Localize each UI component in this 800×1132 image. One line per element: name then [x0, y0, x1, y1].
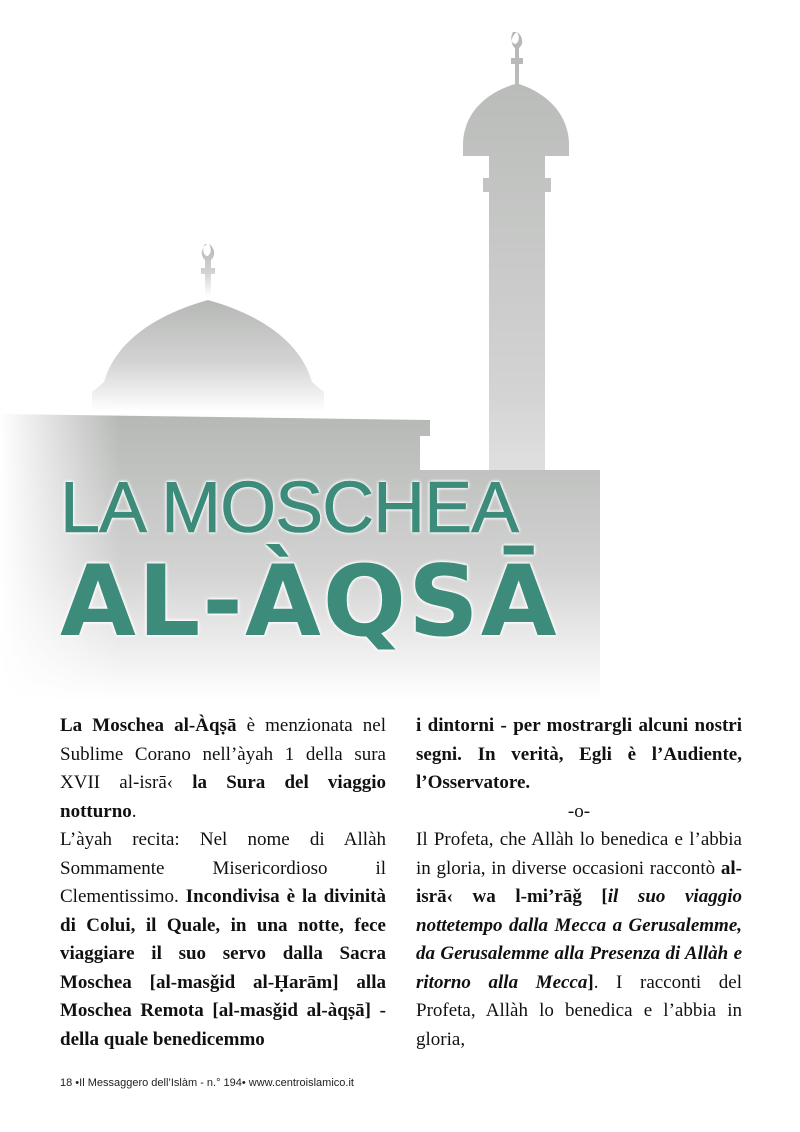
article-title	[60, 468, 760, 659]
paragraph-prophet: Il Profeta, che Allàh lo benedica e l’abbia in gloria, in diverse occasioni raccontò al-isrā‹ wa l-mi’rāǧ [il suo viaggio nottetempo dalla Mecca a Gerusalemme, da Gerusalemme alla Presenza di Allàh e ritorno alla Mecca]. I racconti del Profeta, Allàh lo benedica e l’abbia in gloria,	[416, 829, 742, 1050]
article-body	[60, 712, 742, 1052]
title-line-1: LA MOSCHEA	[60, 468, 519, 548]
right-column	[416, 712, 742, 1054]
title-line-2: AL-ÀQSĀ	[60, 545, 559, 659]
mosque-name: La Moschea al-Àqṣā	[60, 715, 237, 736]
left-column	[60, 712, 386, 1054]
section-separator: -o-	[567, 800, 591, 822]
page-footer: 18 •Il Messaggero dell’Islàm - n.° 194• www.centroislamico.it	[60, 1077, 354, 1089]
paragraph-ayah: L’àyah recita: Nel nome di Allàh Sommamente Misericordioso il Clementissimo. Incondivisa è la divinità di Colui, il Quale, in una notte, fece viaggiare il suo servo dalla Sacra Moschea [al-masǧid al-Ḥarām] alla Moschea Remota [al-masǧid al-àqṣā] - della quale benedicemmo	[60, 829, 386, 1050]
paragraph-intro: La Moschea al-Àqṣā è menzionata nel Sublime Corano nell’àyah 1 della sura XVII al-isrā‹ la Sura del viaggio notturno.	[60, 715, 386, 822]
paragraph-ayah-continued: i dintorni - per mostrargli alcuni nostri segni. In verità, Egli è l’Audiente, l’Osservatore.	[416, 715, 742, 793]
